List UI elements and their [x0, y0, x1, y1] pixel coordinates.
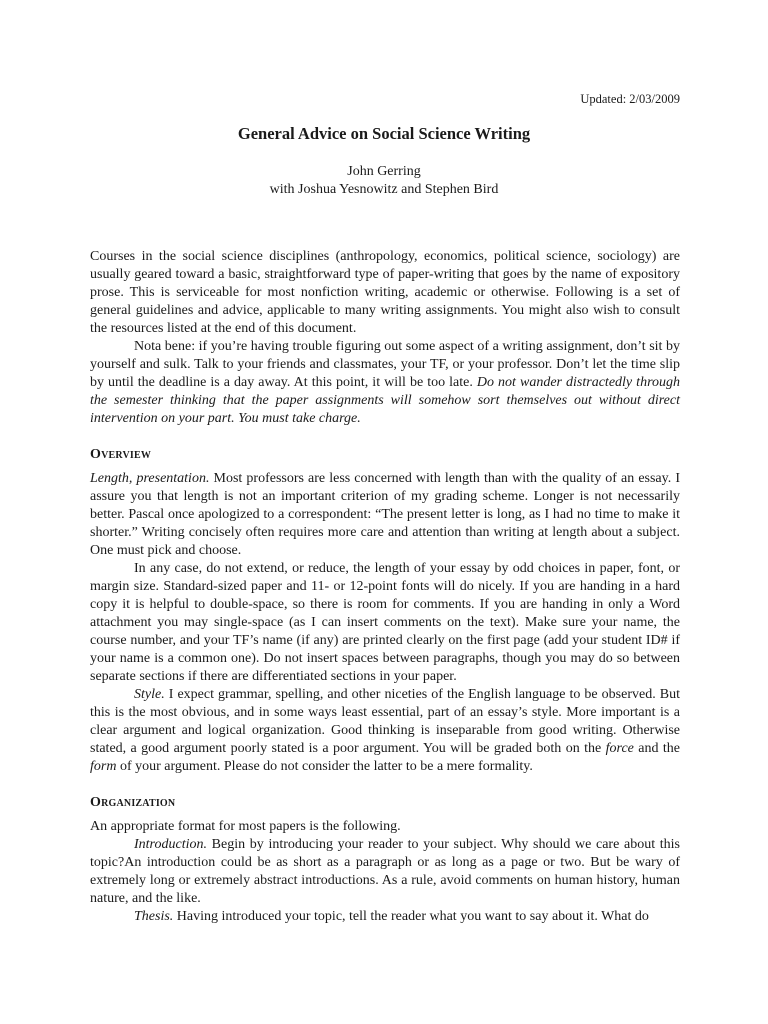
style-force: force [605, 741, 634, 756]
thesis-paragraph [90, 908, 680, 926]
authors-block [0, 163, 768, 199]
thesis-label: Thesis. [134, 909, 174, 924]
author-name: John Gerring [347, 164, 421, 179]
style-text-b: and the [633, 741, 680, 756]
introduction-text: Begin by introducing your reader to your subject. Why should we care about this topic?An introduction could be as short as a paragraph or as long as a page or two. But be wary of extremely long or extremely abstract introductions. As a rule, avoid comments on human history, human nature, and the like. [90, 837, 680, 906]
document-title: General Advice on Social Science Writing [237, 124, 531, 143]
nota-bene-emphasis: Do not wander distractedly through the semester thinking that the paper assignments will somehow sort themselves out without direct intervention on your part. You must take charge. [90, 375, 680, 426]
document-body [90, 248, 680, 926]
coauthors-line: with Joshua Yesnowitz and Stephen Bird [269, 182, 499, 197]
nota-bene-text: Nota bene: if you’re having trouble figuring out some aspect of a writing assignment, don’t sit by yourself and sulk. Talk to your friends and classmates, your TF, or your professor. Don’t let the time slip by until the deadline is a day away. At this point, it will be too late. [90, 339, 680, 390]
introduction-label: Introduction. [134, 837, 207, 852]
thesis-text: Having introduced your topic, tell the reader what you want to say about it. What do [173, 909, 649, 924]
style-text-c: of your argument. Please do not consider the latter to be a mere formality. [116, 759, 533, 774]
introduction-paragraph [90, 836, 680, 908]
style-text-a: I expect grammar, spelling, and other niceties of the English language to be observed. But this is the most obvious, and in some ways least essential, part of an essay’s style. More important is a clear argument and logical organization. Good thinking is inseparable from good writing. Otherwise stated, a good argument poorly stated is a poor argument. You will be graded both on the [90, 687, 680, 756]
section-heading-overview: Overview [90, 447, 152, 462]
intro-paragraph: Courses in the social science disciplines (anthropology, economics, political science, sociology) are usually geared toward a basic, straightforward type of paper-writing that goes by the name of expository prose. This is serviceable for most nonfiction writing, academic or otherwise. Following is a set of general guidelines and advice, applicable to many writing assignments. You might also wish to consult the resources listed at the end of this document. [90, 249, 680, 336]
updated-date: Updated: 2/03/2009 [580, 92, 680, 106]
length-text: Most professors are less concerned with length than with the quality of an essay. I assure you that length is not an important criterion of my grading scheme. Longer is not necessarily better. Pascal once apologized to a correspondent: “The present letter is long, as I had no time to make it shorter.” Writing concisely often requires more care and attention than writing at length about a subject. One must pick and choose. [90, 471, 680, 558]
style-form: form [90, 759, 117, 774]
organization-intro: An appropriate format for most papers is the following. [90, 819, 401, 834]
margins-paragraph: In any case, do not extend, or reduce, the length of your essay by odd choices in paper, font, or margin size. Standard-sized paper and 11- or 12-point fonts will do nicely. If you are handing in a hard copy it is helpful to double-space, so there is room for comments. If you are handing in only a Word attachment you may single-space (as I can insert comments on the text). Make sure your name, the course number, and your TF’s name (if any) are printed clearly on the first page (add your student ID# if your name is a common one). Do not insert spaces between paragraphs, though you may do so between separate sections if there are differentiated sections in your paper. [90, 561, 680, 684]
length-paragraph [90, 470, 680, 560]
length-label: Length, presentation. [90, 471, 210, 486]
style-label: Style. [134, 687, 165, 702]
section-heading-organization: Organization [90, 795, 176, 810]
nota-bene-paragraph [90, 338, 680, 428]
style-paragraph [90, 686, 680, 776]
